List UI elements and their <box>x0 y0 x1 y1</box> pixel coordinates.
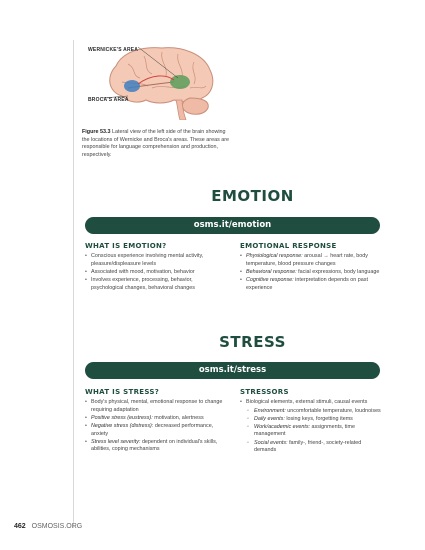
list-item <box>240 253 383 268</box>
term: Social events: <box>254 439 288 446</box>
figure-caption <box>82 129 232 159</box>
item-text: facial expressions, body language <box>298 269 380 276</box>
term: Physiological response: <box>246 253 303 260</box>
sub-list-item <box>240 424 383 439</box>
item-text: uncomfortable temperature, loudnoises <box>287 407 381 414</box>
stress-url-link[interactable]: osms.it/stress <box>85 362 380 379</box>
caption-title: Figure 53.3 <box>82 129 111 135</box>
broca-area <box>124 80 140 92</box>
item-text: interpretation depends on past experience <box>246 277 368 291</box>
item-text: assignments, time management <box>254 424 355 438</box>
footer-brand: OSMOSIS.ORG <box>31 523 83 530</box>
list-item <box>85 439 225 454</box>
list-item <box>85 415 225 422</box>
term: Cognitive response: <box>246 277 294 284</box>
item-text: dependent on individual's skills, abilities, coping mechanisms <box>91 438 218 453</box>
sub-list-item <box>240 416 383 423</box>
stressors-section <box>240 389 383 455</box>
wernicke-area <box>170 75 190 89</box>
list-item: • Conscious experience involving mental activity, pleasure/displeasure levels <box>85 253 225 268</box>
list-item <box>85 423 225 438</box>
brain-cerebellum <box>182 98 208 114</box>
what-is-emotion-section <box>85 243 225 293</box>
what-is-emotion-heading: WHAT IS EMOTION? <box>85 242 167 250</box>
emotional-response-heading: EMOTIONAL RESPONSE <box>240 242 337 250</box>
list-item <box>240 269 383 276</box>
item-text: motivation, alertness <box>154 415 204 422</box>
broca-label: BROCA'S AREA <box>88 97 129 103</box>
sub-list-item <box>240 440 383 455</box>
what-is-stress-section <box>85 389 225 454</box>
list-item: • Involves experience, processing, behavior, psychological changes, behavioral changes <box>85 277 225 292</box>
list-item: • Associated with mood, motivation, behavior <box>85 269 225 276</box>
item-text: arousal → heart rate, body temperature, blood pressure changes <box>246 253 368 267</box>
emotion-title: EMOTION <box>211 187 294 205</box>
margin-rule <box>73 40 74 528</box>
emotion-url-link[interactable]: osms.it/emotion <box>85 217 380 234</box>
what-is-stress-heading: WHAT IS STRESS? <box>85 388 160 396</box>
term: Stress level severity: <box>91 438 141 445</box>
brain-cerebrum <box>110 48 213 103</box>
term: Positive stress (eustress): <box>91 415 153 422</box>
term: Negative stress (distress): <box>91 423 154 430</box>
item-text: family-, friend-, society-related demands <box>254 439 362 454</box>
item-text: decreased performance, anxiety <box>91 423 214 437</box>
caption-text: Lateral view of the left side of the brain showing the locations of Wernicke and Broca's areas. These areas are responsible for language comprehension and production, respectively. <box>82 129 230 158</box>
stressors-heading: STRESSORS <box>240 388 289 396</box>
item-text: Body's physical, mental, emotional response to change requiring adaptation <box>91 399 223 413</box>
item-text: losing keys, forgetting items <box>286 415 353 422</box>
list-item: • Biological elements, external stimuli, causal events <box>240 399 383 406</box>
emotional-response-section <box>240 243 383 293</box>
wernicke-label: WERNICKE'S AREA <box>88 47 139 53</box>
list-item <box>85 399 225 414</box>
page-footer <box>14 523 82 530</box>
list-item <box>240 277 383 292</box>
term: Work/academic events: <box>254 424 311 431</box>
page-number: 462 <box>14 523 26 530</box>
term: Environment: <box>254 407 286 414</box>
term: Daily events: <box>254 415 285 422</box>
term: Behavioral response: <box>246 269 297 276</box>
stress-title: STRESS <box>219 333 286 351</box>
sub-list-item <box>240 408 383 415</box>
